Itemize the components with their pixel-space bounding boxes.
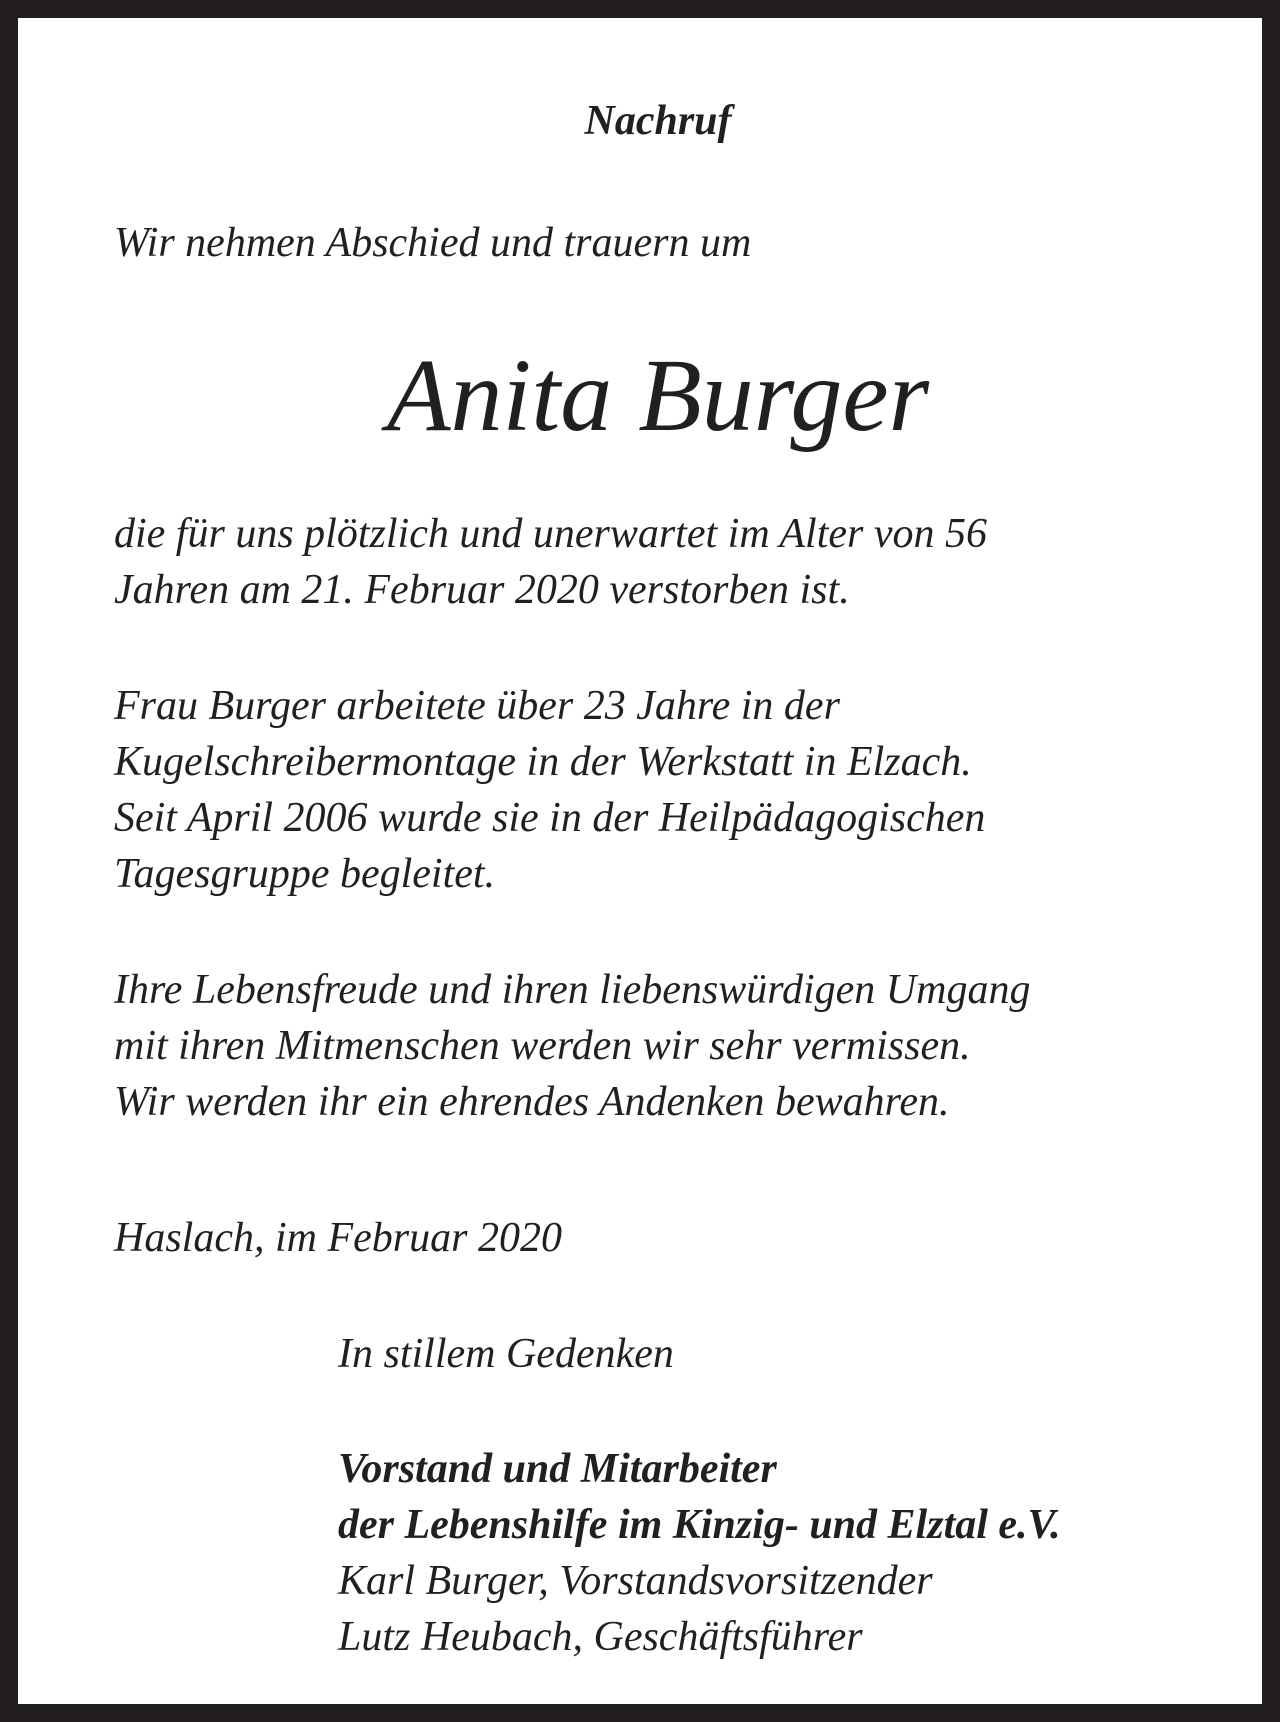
organization-line: der Lebenshilfe im Kinzig- und Elztal e.V.: [338, 1502, 1061, 1548]
text-line: Jahren am 21. Februar 2020 verstorben ist.: [114, 567, 850, 613]
text-line: Ihre Lebensfreude und ihren liebenswürdigen Umgang: [114, 967, 1031, 1013]
signatory: Lutz Heubach, Geschäftsführer: [338, 1614, 863, 1660]
text-line: Wir werden ihr ein ehrendes Andenken bewahren.: [114, 1079, 950, 1125]
obituary-notice: [36, 36, 1280, 1722]
deceased-name: Anita Burger: [386, 338, 930, 453]
heading: Nachruf: [584, 98, 732, 144]
signatories: [338, 1553, 1258, 1665]
organization-signature: [338, 1441, 1258, 1553]
text-line: Frau Burger arbeitete über 23 Jahre in der: [114, 683, 840, 729]
text-line: Tagesgruppe begleitet.: [114, 851, 496, 897]
biography-paragraph: [114, 678, 1244, 902]
text-line: Seit April 2006 wurde sie in der Heilpädagogischen: [114, 795, 986, 841]
tribute-paragraph: [114, 962, 1244, 1130]
text-line: Kugelschreibermontage in der Werkstatt in Elzach.: [114, 739, 972, 785]
place-and-date: Haslach, im Februar 2020: [114, 1215, 562, 1261]
signatory: Karl Burger, Vorstandsvorsitzender: [338, 1558, 933, 1604]
intro-line: Wir nehmen Abschied und trauern um: [114, 220, 752, 266]
closing-phrase: In stillem Gedenken: [338, 1331, 674, 1377]
text-line: die für uns plötzlich und unerwartet im Alter von 56: [114, 511, 988, 557]
text-line: mit ihren Mitmenschen werden wir sehr vermissen.: [114, 1023, 971, 1069]
organization-line: Vorstand und Mitarbeiter: [338, 1446, 777, 1492]
death-announcement: [114, 506, 1244, 618]
